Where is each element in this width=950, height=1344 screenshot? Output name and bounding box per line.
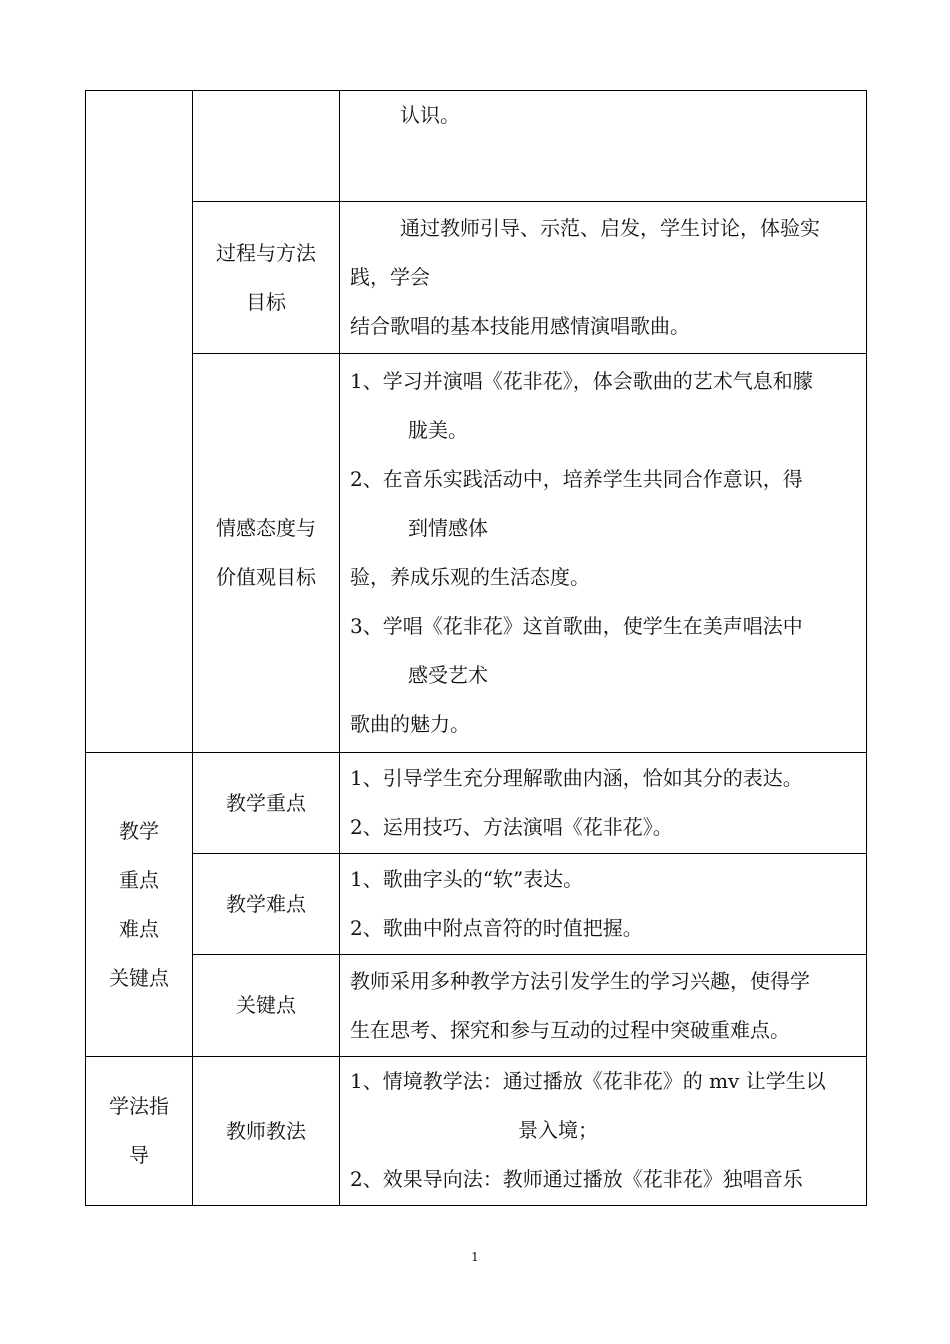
- row-label-process: [193, 202, 340, 354]
- content-cell: [340, 1057, 867, 1206]
- content-line: 2、歌曲中附点音符的时值把握。: [350, 916, 643, 940]
- category-line: 难点: [119, 916, 159, 941]
- table-row: [86, 955, 867, 1057]
- content-line: 结合歌唱的基本技能用感情演唱歌曲。: [350, 314, 690, 338]
- list-item: 2、在音乐实践活动中，培养学生共同合作意识，得: [350, 467, 803, 491]
- row-label-emotion: [193, 354, 340, 753]
- table-row: [86, 91, 867, 202]
- content-cell: [340, 753, 867, 854]
- lesson-plan-table: [85, 90, 867, 1206]
- row-label-teaching-method: 教师教法: [193, 1057, 340, 1206]
- label-line: 过程与方法: [216, 240, 316, 265]
- content-line: 景入境；: [518, 1118, 598, 1142]
- row-label-keypoint: 关键点: [193, 955, 340, 1057]
- empty-category-cell: [86, 91, 193, 753]
- table-row: [86, 354, 867, 753]
- content-line: 教师采用多种教学方法引发学生的学习兴趣，使得学: [350, 968, 810, 993]
- table-row: [86, 753, 867, 854]
- row-label-focus: 教学重点: [193, 753, 340, 854]
- page-number: 1: [471, 1250, 479, 1264]
- content-cell: [340, 202, 867, 354]
- list-item-tail: 验，养成乐观的生活态度。: [350, 565, 590, 589]
- label-line: 目标: [246, 289, 286, 314]
- content-line: 1、引导学生充分理解歌曲内涵，恰如其分的表达。: [350, 766, 803, 790]
- category-method: [86, 1057, 193, 1206]
- category-line: 教学: [119, 818, 159, 843]
- list-item-wrap: 感受艺术: [408, 663, 488, 687]
- continued-text: 认识。: [400, 103, 460, 127]
- list-item: 3、学唱《花非花》这首歌曲，使学生在美声唱法中: [350, 614, 803, 638]
- content-cell: [340, 955, 867, 1057]
- category-line: 关键点: [109, 965, 169, 990]
- content-line: 2、效果导向法：教师通过播放《花非花》独唱音乐: [350, 1167, 803, 1191]
- table-row: [86, 1057, 867, 1206]
- content-line: 通过教师引导、示范、启发，学生讨论，体验实践，学会: [350, 216, 820, 289]
- content-cell: [340, 854, 867, 955]
- list-item-wrap: 胧美。: [408, 418, 468, 442]
- list-item-tail: 歌曲的魅力。: [350, 712, 470, 736]
- content-line: 1、情境教学法：通过播放《花非花》的 mv 让学生以: [350, 1069, 826, 1093]
- list-item: 1、学习并演唱《花非花》，体会歌曲的艺术气息和朦: [350, 369, 813, 393]
- table-row: [86, 854, 867, 955]
- content-cell: [340, 354, 867, 753]
- content-line: 生在思考、探究和参与互动的过程中突破重难点。: [350, 1017, 790, 1042]
- empty-label-cell: [193, 91, 340, 202]
- table-row: [86, 202, 867, 354]
- category-line: 重点: [119, 867, 159, 892]
- content-cell: [340, 91, 867, 202]
- content-line: 2、运用技巧、方法演唱《花非花》。: [350, 815, 673, 839]
- content-line: 1、歌曲字头的“软”表达。: [350, 867, 584, 891]
- label-line: 情感态度与: [216, 516, 316, 540]
- category-key-group: [86, 753, 193, 1057]
- row-label-difficulty: 教学难点: [193, 854, 340, 955]
- list-item-wrap: 到情感体: [408, 516, 488, 540]
- category-line: 学法指: [109, 1094, 169, 1118]
- category-line: 导: [129, 1143, 149, 1167]
- label-line: 价值观目标: [216, 565, 316, 589]
